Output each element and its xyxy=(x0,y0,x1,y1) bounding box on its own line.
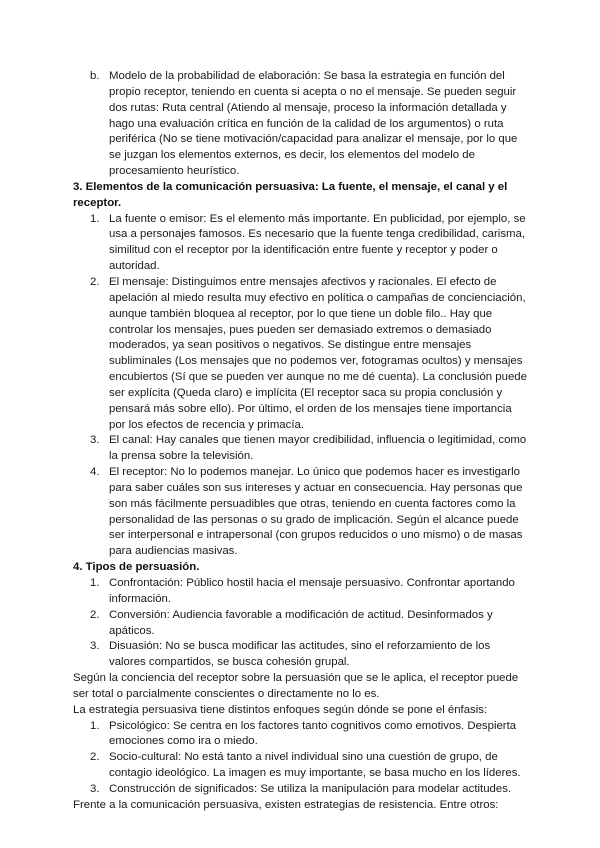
list-number: 2. xyxy=(90,275,100,288)
list-number: 3. xyxy=(90,782,100,795)
list-item xyxy=(73,212,530,275)
list-item-text: Modelo de la probabilidad de elaboración: Se basa la estrategia en función del propio receptor, teniendo en cuenta si acepta o no el mensaje. Se pueden seguir dos rutas: Ruta central (Atiendo al mensaje, proceso la información detallada y hago una evaluación crítica en función de la calidad de los argumentos) o ruta periférica (No se tiene motivación/capacidad para analizar el mensaje, por lo que se juzgan los elementos externos, es decir, los elementos del modelo de procesamiento heurístico. xyxy=(109,70,518,178)
list-item-text: Psicológico: Se centra en los factores tanto cognitivos como emotivos. Despierta emociones como ira o miedo. xyxy=(109,719,517,748)
list-number: 1. xyxy=(90,719,100,732)
list-item-text: El mensaje: Distinguimos entre mensajes afectivos y racionales. El efecto de apelación al miedo resulta muy efectivo en política o campañas de concienciación, aunque también bloquea al receptor, por lo que tiene un doble filo.. Hay que controlar los mensajes, pues pueden ser demasiado extremos o demasiado moderados, ya sean positivos o negativos. Se distingue entre mensajes subliminales (Los mensajes que no podemos ver, fotogramas ocultos) y mensajes encubiertos (Sí que se pueden ver aunque no me dé cuenta). La conclusión puede ser explícita (Queda claro) e implícita (El receptor saca su propia conclusión y pensará más sobre ello). Por último, el orden de los mensajes tiene importancia por los efectos de recencia y primacía. xyxy=(109,275,527,431)
list-item-text: Disuasión: No se busca modificar las actitudes, sino el reforzamiento de los valores compartidos, se busca cohesión grupal. xyxy=(109,640,491,669)
list-number: 2. xyxy=(90,608,100,621)
list-item-text: El canal: Hay canales que tienen mayor credibilidad, influencia o legitimidad, como la prensa sobre la televisión. xyxy=(109,434,527,463)
list-item-text: Socio-cultural: No está tanto a nivel individual sino una cuestión de grupo, de contagio ideológico. La imagen es muy importante, se basa mucho en los líderes. xyxy=(109,751,521,780)
list-item-text: El receptor: No lo podemos manejar. Lo único que podemos hacer es investigarlo para saber cuáles son sus intereses y actuar en consecuencia. Hay personas que son más fácilmente persuadibles que otras, teniendo en cuenta factores como la personalidad de las personas o su grado de implicación. Según el alcance puede ser interpersonal e intrapersonal (con grupos reducidos o uno mismo) o de masas para audiencias masivas. xyxy=(109,466,523,558)
list-item xyxy=(73,639,530,671)
list-marker: b. xyxy=(90,70,100,82)
list-number: 4. xyxy=(90,466,100,479)
paragraph: La estrategia persuasiva tiene distintos enfoques según dónde se pone el énfasis: xyxy=(73,703,488,716)
list-item-text: Confrontación: Público hostil hacia el mensaje persuasivo. Confrontar aportando información. xyxy=(109,577,515,605)
list-number: 1. xyxy=(90,577,100,589)
list-item xyxy=(73,275,530,433)
list-item xyxy=(73,719,530,751)
paragraph: Según la conciencia del receptor sobre la persuasión que se le aplica, el receptor puede ser total o parcialmente conscientes o directamente no lo es. xyxy=(73,672,519,700)
section-heading-4: 4. Tipos de persuasión. xyxy=(73,561,200,574)
list-item xyxy=(73,782,530,798)
list-item-text: La fuente o emisor: Es el elemento más importante. En publicidad, por ejemplo, se usa a personajes famosos. Es necesario que la fuente tenga credibilidad, carisma, similitud con el receptor por la identificación entre fuente y receptor y poder o autoridad. xyxy=(109,212,526,273)
list-item xyxy=(73,433,530,465)
list-item xyxy=(73,576,530,608)
list-number: 3. xyxy=(90,640,100,653)
list-item xyxy=(73,750,530,782)
list-item xyxy=(73,465,530,560)
list-item xyxy=(73,608,530,640)
list-number: 3. xyxy=(90,434,100,447)
list-item-text: Conversión: Audiencia favorable a modificación de actitud. Desinformados y apáticos. xyxy=(109,608,493,637)
section-heading-3: 3. Elementos de la comunicación persuasiva: La fuente, el mensaje, el canal y el receptor. xyxy=(73,180,508,209)
list-number: 2. xyxy=(90,751,100,764)
list-item-text: Construcción de significados: Se utiliza la manipulación para modelar actitudes. xyxy=(109,782,512,795)
list-item-b xyxy=(73,69,530,180)
list-number: 1. xyxy=(90,212,100,225)
paragraph: Frente a la comunicación persuasiva, existen estrategias de resistencia. Entre otros: xyxy=(73,798,499,811)
